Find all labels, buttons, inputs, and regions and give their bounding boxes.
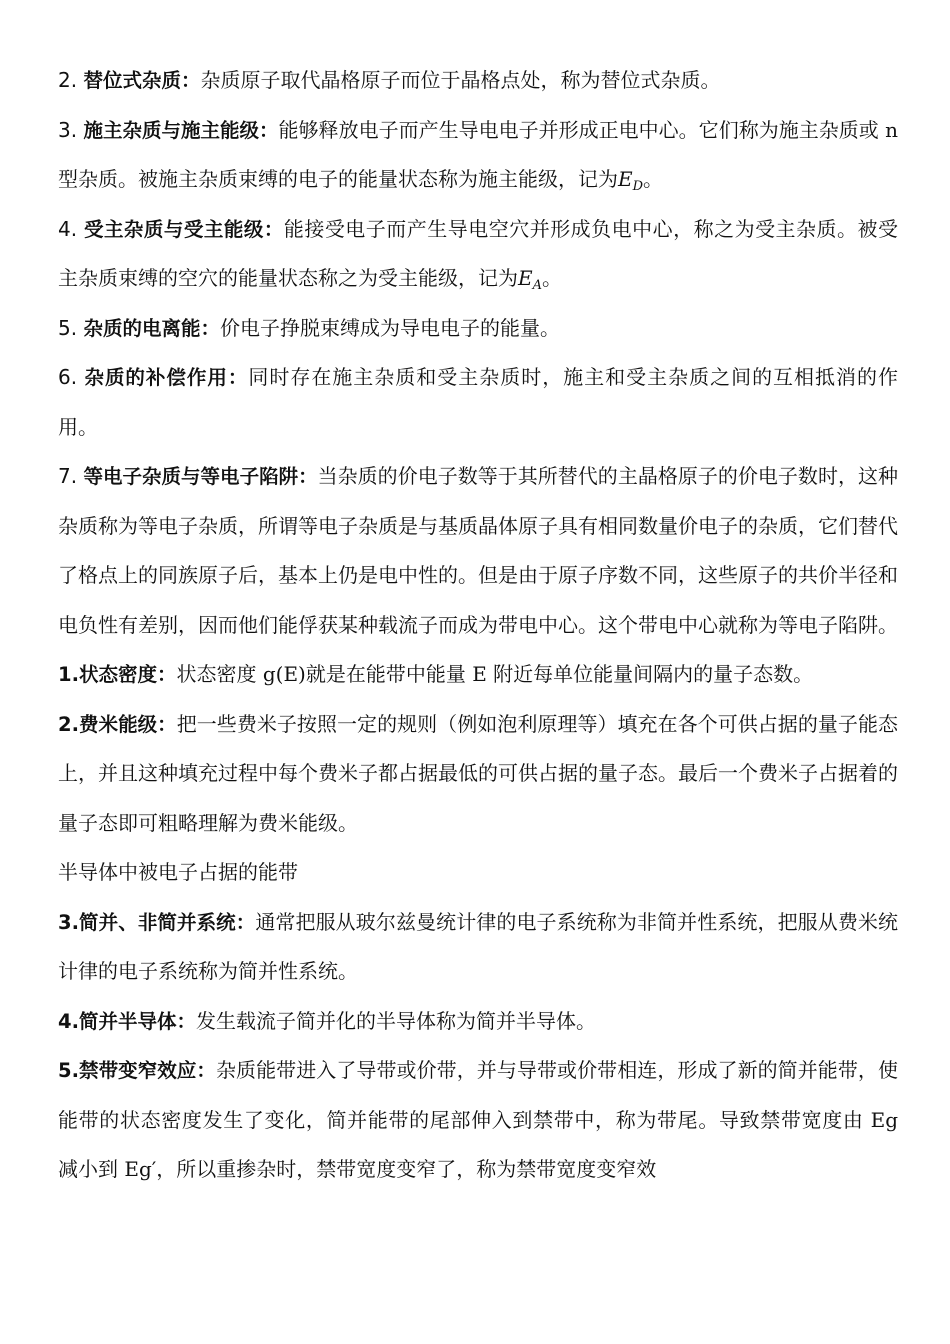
paragraph-acceptor-impurity <box>58 205 898 304</box>
term-heading: 受主杂质与受主能级： <box>83 217 284 241</box>
paragraph-donor-impurity <box>58 106 898 205</box>
term-definition: 发生载流子简并化的半导体称为简并半导体。 <box>195 1008 596 1033</box>
term-definition-end: 。 <box>643 167 664 191</box>
paragraph-isoelectronic-trap <box>58 452 898 650</box>
term-definition: 把一些费米子按照一定的规则（例如泡利原理等）填充在各个可供占据的量子能态上，并且这种填充过程中每个费米子都占据最低的可供占据的量子态。最后一个费米子占据着的量子态即可粗略理解为费米能级。 <box>58 711 898 835</box>
plain-text-line: 半导体中被电子占据的能带 <box>58 860 298 884</box>
paragraph-density-of-states <box>58 650 898 700</box>
term-heading: 4.简并半导体： <box>58 1009 196 1033</box>
paragraph-ionization-energy <box>58 304 898 354</box>
paragraph-degenerate-system <box>58 898 898 997</box>
item-number: 4. <box>58 216 78 241</box>
math-base: E <box>518 266 533 290</box>
paragraph-bandgap-narrowing <box>58 1046 898 1195</box>
paragraph-degenerate-semiconductor <box>58 997 898 1047</box>
term-definition: 状态密度 g(E)就是在能带中能量 E 附近每单位能量间隔内的量子态数。 <box>176 662 814 686</box>
term-definition: 价电子挣脱束缚成为导电电子的能量。 <box>219 315 560 340</box>
math-base: E <box>618 167 633 191</box>
math-subscript: A <box>532 278 542 293</box>
item-number: 7. <box>58 464 78 488</box>
math-subscript: D <box>632 179 644 194</box>
paragraph-compensation <box>58 353 898 452</box>
paragraph-occupied-band-note <box>58 848 898 898</box>
math-symbol-ed <box>618 167 644 194</box>
item-number: 6. <box>58 365 78 389</box>
term-heading: 替位式杂质： <box>83 69 201 92</box>
term-heading: 2.费米能级： <box>58 712 177 736</box>
term-definition: 通常把服从玻尔兹曼统计律的电子系统称为非简并性系统，把服从费米统计律的电子系统称为简并性系统。 <box>58 909 899 983</box>
document-body <box>58 56 898 1195</box>
math-symbol-ea <box>518 266 542 293</box>
item-number: 3. <box>58 117 78 142</box>
term-heading: 杂质的电离能： <box>83 316 220 340</box>
term-heading: 等电子杂质与等电子陷阱： <box>83 465 318 488</box>
term-definition: 能接受电子而产生导电空穴并形成负电中心，称之为受主杂质。被受主杂质束缚的空穴的能量状态称之为受主能级，记为 <box>58 216 899 290</box>
paragraph-substitutional-impurity <box>58 56 898 106</box>
term-definition: 同时存在施主杂质和受主杂质时，施主和受主杂质之间的互相抵消的作用。 <box>58 365 898 439</box>
item-number: 2. <box>58 68 78 92</box>
term-heading: 1.状态密度： <box>58 663 177 686</box>
term-definition: 杂质原子取代晶格原子而位于晶格点处，称为替位式杂质。 <box>200 68 721 92</box>
item-number: 5. <box>58 315 78 340</box>
term-definition: 杂质能带进入了导带或价带，并与导带或价带相连，形成了新的简并能带，使能带的状态密度发生了变化，简并能带的尾部伸入到禁带中，称为带尾。导致禁带宽度由 Eg 减小到 Eg′，所以重掺杂时，禁带宽度变窄了，称为禁带宽度变窄效 <box>58 1058 898 1181</box>
term-heading: 3.简并、非简并系统： <box>58 910 256 934</box>
term-definition: 能够释放电子而产生导电电子并形成正电中心。它们称为施主杂质或 n 型杂质。被施主杂质束缚的电子的能量状态称为施主能级，记为 <box>58 117 898 191</box>
term-definition: 当杂质的价电子数等于其所替代的主晶格原子的价电子数时，这种杂质称为等电子杂质，所谓等电子杂质是与基质晶体原子具有相同数量价电子的杂质，它们替代了格点上的同族原子后，基本上仍是电中性的。但是由于原子序数不同，这些原子的共价半径和电负性有差别，因而他们能俘获某种载流子而成为带电中心。这个带电中心就称为等电子陷阱。 <box>58 464 898 637</box>
term-heading: 杂质的补偿作用： <box>84 366 249 389</box>
paragraph-fermi-level <box>58 700 898 849</box>
term-heading: 5.禁带变窄效应： <box>58 1059 216 1082</box>
term-heading: 施主杂质与施主能级： <box>83 118 279 142</box>
term-definition-end: 。 <box>542 266 562 290</box>
